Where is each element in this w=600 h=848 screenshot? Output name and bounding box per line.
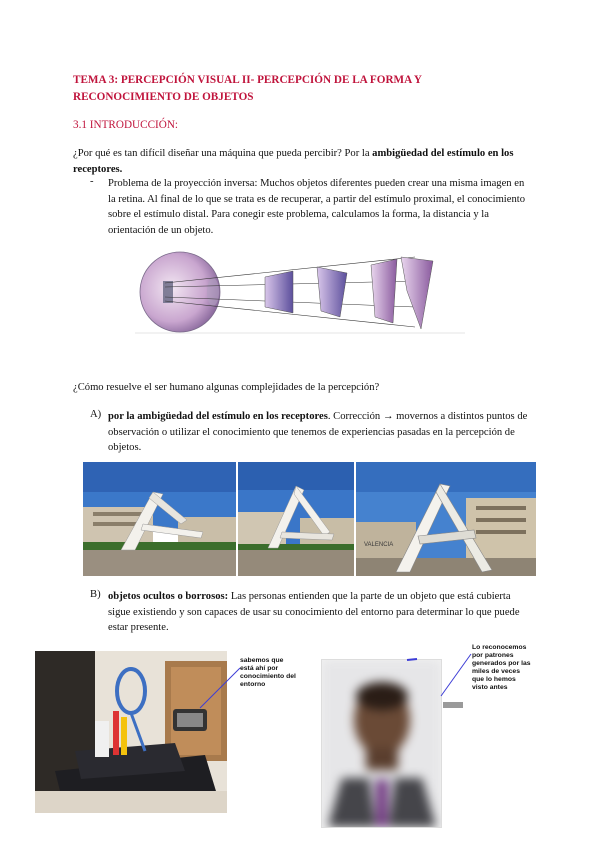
sculpture-photo-3 xyxy=(356,462,536,576)
intro-question-text: ¿Por qué es tan difícil diseñar una máquina que pueda percibir? Por la xyxy=(73,148,373,159)
building-sign: VALENCIA xyxy=(364,542,394,548)
projection-shape-1 xyxy=(265,271,293,313)
arrow-symbol: → xyxy=(382,411,394,422)
item-b-text xyxy=(108,589,528,636)
caption-left: sabemos que está ahí por conocimiento del entorno xyxy=(240,657,296,688)
caption-right: Lo reconocemos por patrones generados por las miles de veces que lo hemos visto antes xyxy=(472,644,531,691)
section-heading: 3.1 INTRODUCCIÓN: xyxy=(73,119,179,131)
caption-arrow-left xyxy=(196,664,242,714)
item-a-text-1: . Corrección xyxy=(327,411,381,422)
item-b-text-body: Las personas entienden que la parte de un objeto que está cubierta sigue existiendo y son capaces de usar su conocimiento del entorno para determinar lo que puede estar presente. xyxy=(108,591,520,634)
sculpture-photo-1 xyxy=(83,462,236,576)
intro-question xyxy=(73,146,533,177)
question-2: ¿Cómo resuelve el ser humano algunas complejidades de la percepción? xyxy=(73,382,380,393)
item-a-marker: A) xyxy=(90,409,102,420)
document-title: TEMA 3: PERCEPCIÓN VISUAL II- PERCEPCIÓN DE LA FORMA Y RECONOCIMIENTO DE OBJETOS xyxy=(73,74,422,103)
item-a-bold: por la ambigüedad del estímulo en los receptores xyxy=(108,411,328,422)
sculpture-photo-2 xyxy=(238,462,354,576)
inverse-projection-diagram xyxy=(135,251,465,335)
intro-question-bold: ambigüedad del estímulo en los receptores. xyxy=(73,148,514,175)
bullet-marker: - xyxy=(90,176,94,187)
projection-shape-3 xyxy=(371,259,397,323)
item-b-bold: objetos ocultos o borrosos: xyxy=(108,591,229,602)
caption-arrow-right xyxy=(405,650,475,710)
projection-shape-4 xyxy=(401,257,433,329)
item-a-text xyxy=(108,409,528,456)
bullet-text: Problema de la proyección inversa: Muchos objetos diferentes pueden crear una misma imagen en la retina. Al final de lo que se trata es de recuperar, a partir del estímulo proximal, el conocimiento sobre el estímulo distal. Para conegir este problema, calculamos la forma, la distancia y la orientación de un objeto. xyxy=(108,178,525,236)
item-b-marker: B) xyxy=(90,589,101,600)
item-a-text-2: movernos a distintos puntos de observación o utilizar el conocimiento que tenemos de experiencias pasadas en la percepción de objetos. xyxy=(108,411,528,454)
projection-shape-2 xyxy=(317,267,347,317)
